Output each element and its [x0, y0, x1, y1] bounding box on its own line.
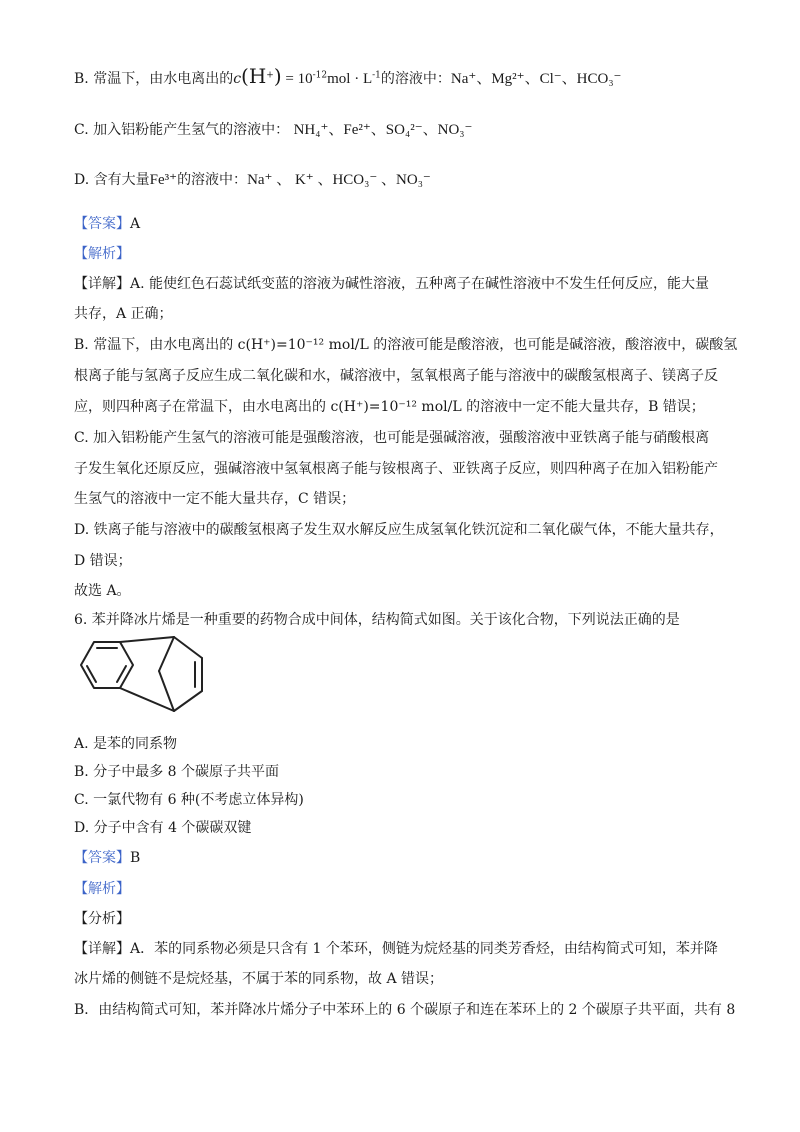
q6-stem: 6. 苯并降冰片烯是一种重要的药物合成中间体，结构简式如图。关于该化合物，下列说法正确的是 [74, 612, 680, 628]
q6-detail-line: 【详解】A．苯的同系物必须是只含有 1 个苯环，侧链为烷烃基的同类芳香烃，由结构简式可知，苯并降 [74, 941, 718, 957]
q5-option-b-c: c [233, 71, 242, 87]
q5-detail-line: 生氢气的溶液中一定不能大量共存，C 错误； [74, 491, 356, 507]
q5-option-b-h-close: ) [273, 64, 282, 88]
q5-detail-line: B. 常温下，由水电离出的 c(H⁺)=10⁻¹² mol/L 的溶液可能是酸溶液，也可能是碱溶液，酸溶液中，碳酸氢 [74, 337, 738, 353]
q6-detail-line: 冰片烯的侧链不是烷烃基，不属于苯的同系物，故 A 错误； [74, 971, 444, 987]
q5-option-b-ions: Na⁺、Mg²⁺、Cl⁻、HCO₃⁻ [450, 71, 622, 87]
q6-analysis-tag: 【解析】 [74, 881, 130, 897]
q5-option-d-mid: 的溶液中： [177, 172, 248, 188]
q6-option-d: D. 分子中含有 4 个碳碳双键 [74, 820, 252, 836]
q5-detail-line: C. 加入铝粉能产生氢气的溶液可能是强酸溶液，也可能是强碱溶液，强酸溶液中亚铁离子能与硝酸根离 [74, 430, 710, 446]
q5-option-c [74, 120, 472, 140]
q5-option-b-mid: 的溶液中： [380, 71, 451, 87]
q5-option-b-eq: = 10 [281, 71, 313, 87]
q5-analysis-tag: 【解析】 [74, 246, 130, 262]
q6-detail-line: B．由结构简式可知，苯并降冰片烯分子中苯环上的 6 个碳原子和连在苯环上的 2 个碳原子共平面，共有 8 [74, 1002, 736, 1018]
q5-option-c-prefix: C. 加入铝粉能产生氢气的溶液中： [74, 122, 290, 138]
q5-option-b [74, 66, 621, 89]
q5-detail-line: D. 铁离子能与溶液中的碳酸氢根离子发生双水解反应生成氢氧化铁沉淀和二氧化碳气体，不能大量共存， [74, 522, 724, 538]
q5-option-b-h-sup: + [266, 70, 274, 81]
q5-detail-line: 根离子能与氢离子反应生成二氧化碳和水，碱溶液中，氢氧根离子能与溶液中的碳酸氢根离子、镁离子反 [74, 368, 718, 384]
q6-option-c: C. 一氯代物有 6 种(不考虑立体异构) [74, 792, 304, 808]
q6-option-b: B. 分子中最多 8 个碳原子共平面 [74, 764, 279, 780]
q5-option-b-unit: mol · L [327, 71, 373, 87]
q5-answer-value: A [130, 216, 141, 232]
q5-detail-line: 应，则四种离子在常温下，由水电离出的 c(H⁺)=10⁻¹² mol/L 的溶液中一定不能大量共存，B 错误； [74, 399, 705, 415]
q5-option-c-ions: NH₄⁺、Fe²⁺、SO₄²⁻、NO₃⁻ [293, 122, 473, 138]
q5-option-b-prefix: B. 常温下，由水电离出的 [74, 71, 234, 87]
q6-answer-tag: 【答案】 [74, 850, 130, 866]
q6-fenxi-tag: 【分析】 [74, 911, 130, 927]
q5-answer [74, 214, 140, 234]
q5-option-b-exp: -12 [312, 70, 328, 81]
benzonorbornadiene-structure [66, 633, 216, 719]
q5-detail-line: 【详解】A. 能使红色石蕊试纸变蓝的溶液为碱性溶液，五种离子在碱性溶液中不发生任何反应，能大量 [74, 276, 710, 292]
q6-option-a: A. 是苯的同系物 [74, 736, 178, 752]
q5-detail-line: 故选 A。 [74, 583, 131, 599]
q5-option-d-ions: Na⁺ 、 K⁺ 、HCO₃⁻ 、NO₃⁻ [247, 172, 431, 188]
q5-detail-line: D 错误； [74, 553, 132, 569]
q5-option-d-prefix: D. 含有大量 [74, 172, 150, 188]
q5-option-d-fe: Fe³⁺ [149, 172, 178, 188]
q5-detail-line: 共存，A 正确； [74, 306, 173, 322]
q6-answer-value: B [130, 850, 141, 866]
q5-option-d [74, 170, 431, 190]
q5-detail-line: 子发生氧化还原反应，强碱溶液中氢氧根离子能与铵根离子、亚铁离子反应，则四种离子在加入铝粉能产 [74, 461, 718, 477]
q5-option-b-unit-exp: -1 [372, 70, 381, 81]
q5-option-b-h-open: (H [241, 64, 267, 88]
q5-answer-tag: 【答案】 [74, 216, 130, 232]
q6-answer [74, 848, 140, 868]
